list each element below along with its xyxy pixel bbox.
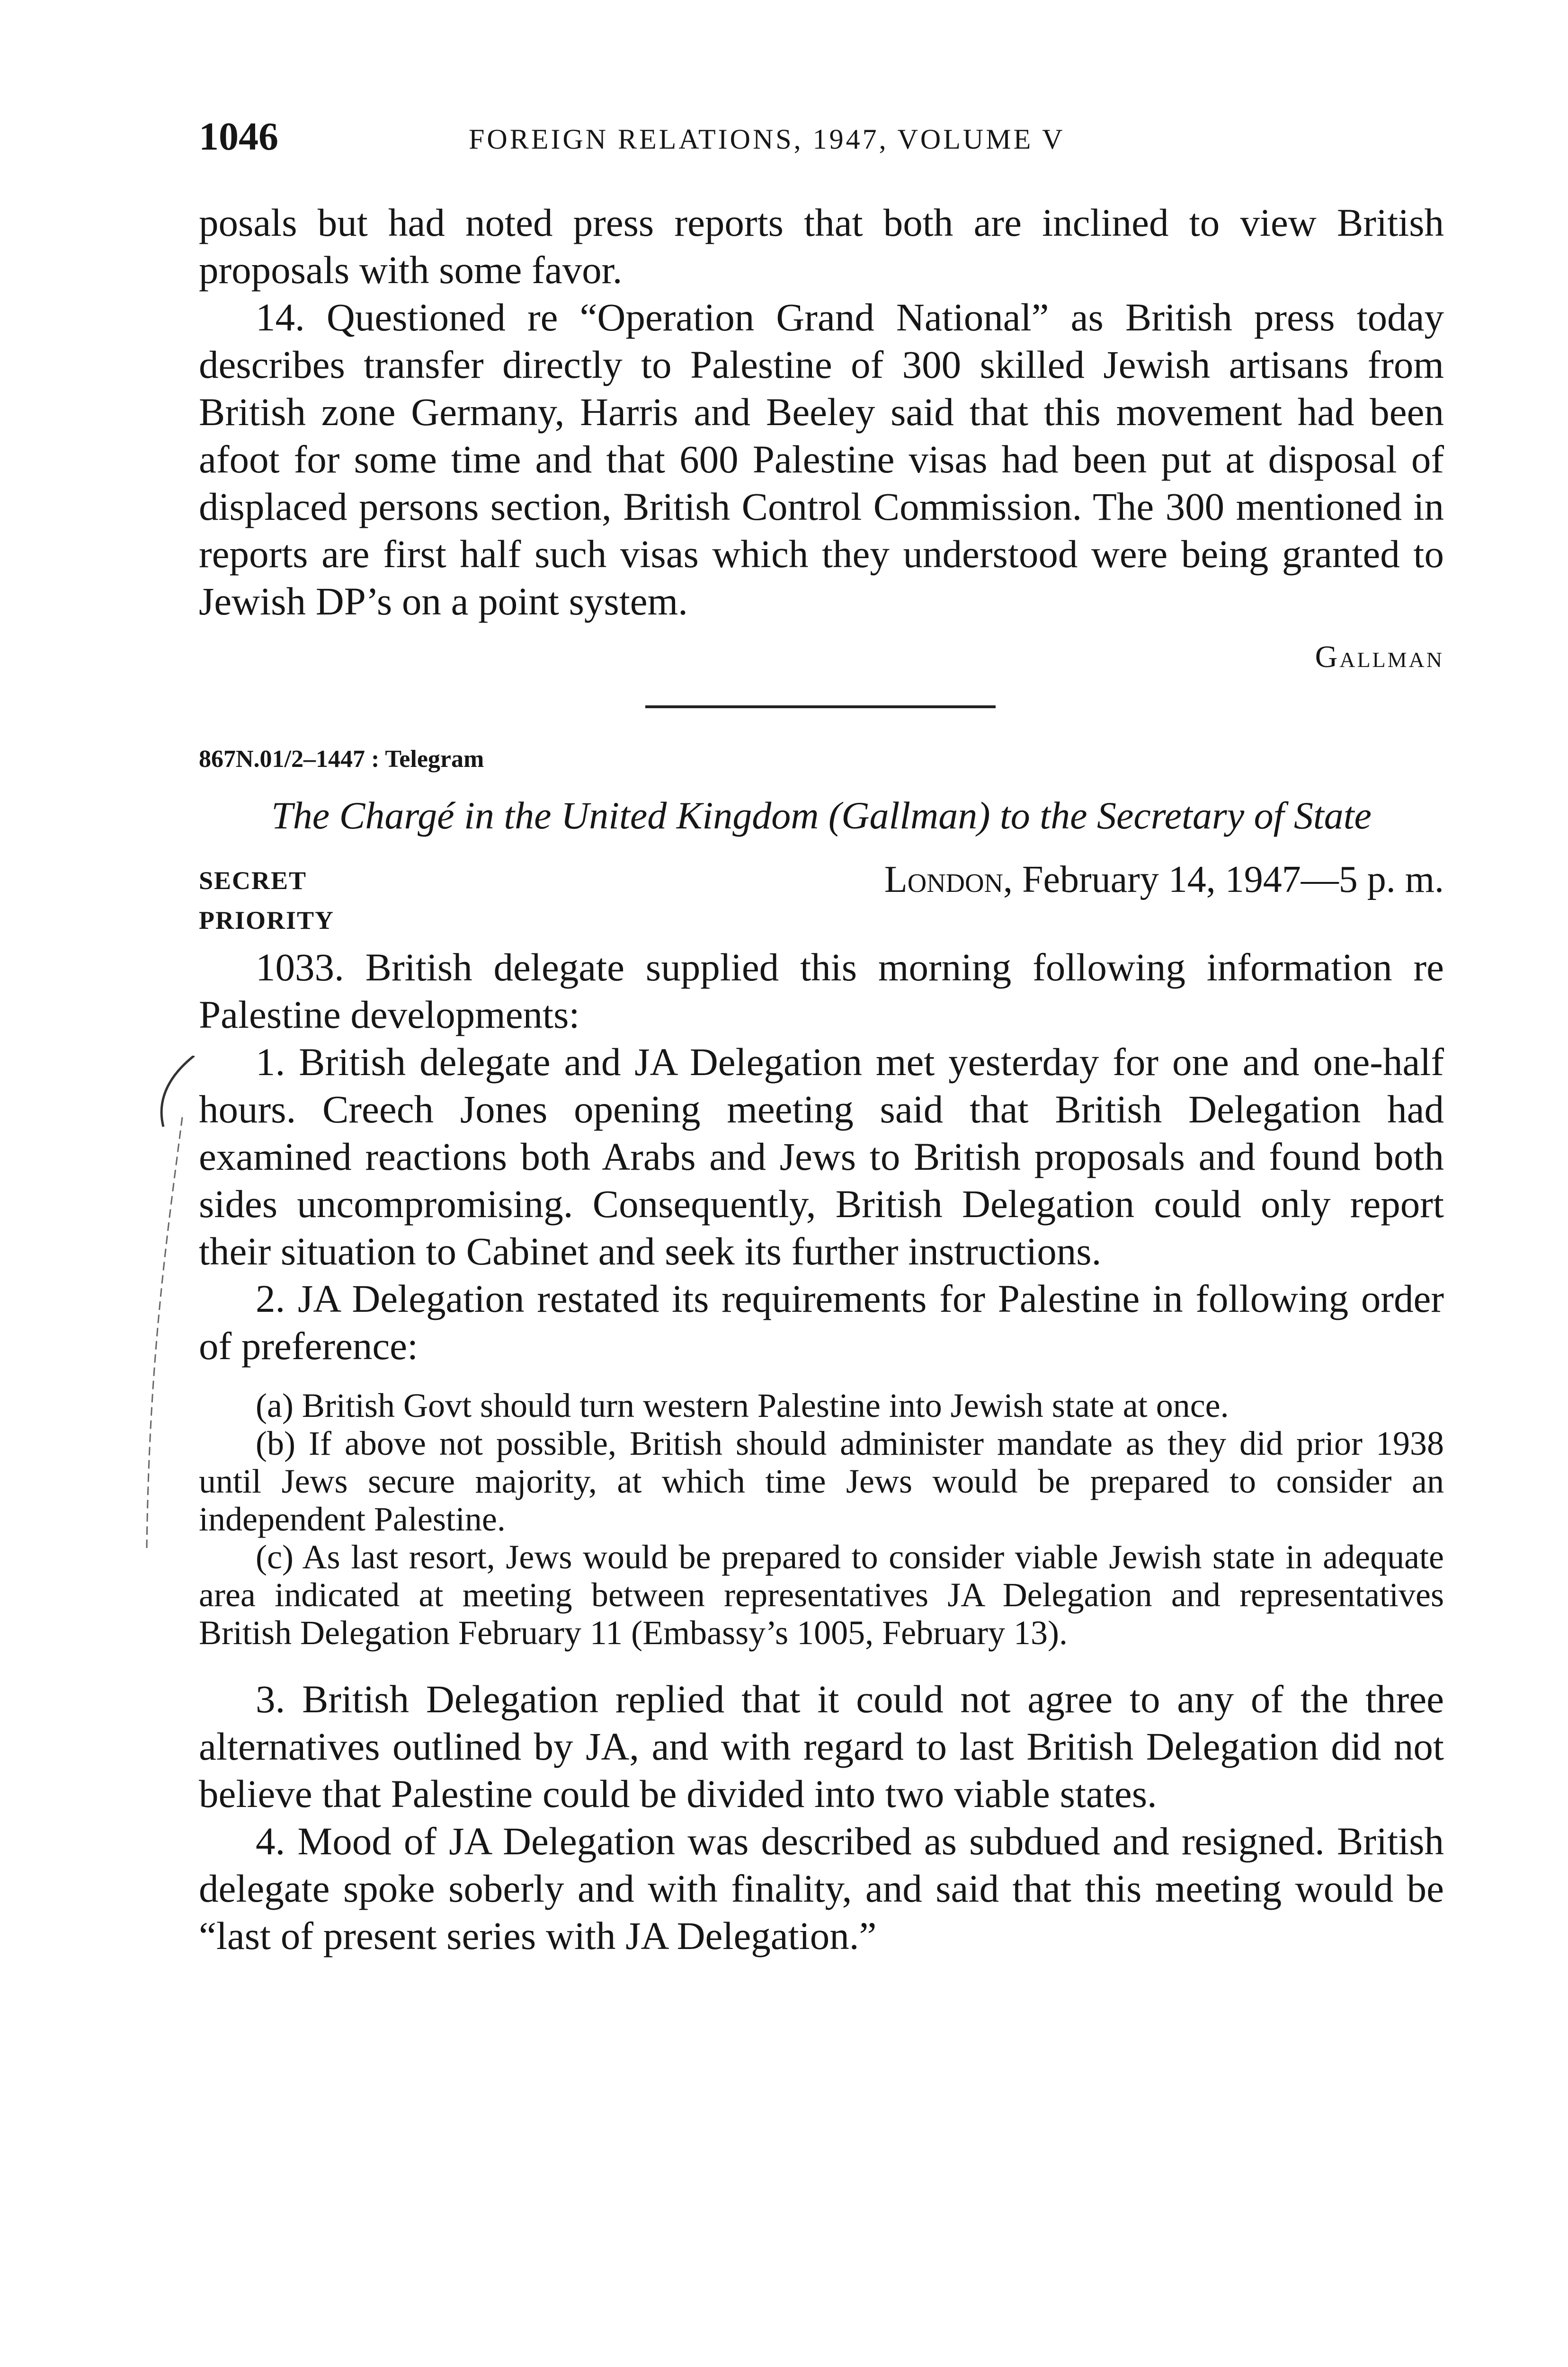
continuation-fragment: posals but had noted press reports that both are inclined to view British proposals with some favor.: [199, 201, 1444, 292]
opening-paragraph: 1033. British delegate supplied this morning following information re Palestine developments:: [199, 945, 1444, 1036]
paragraph-4: 4. Mood of JA Delegation was described as subdued and resigned. British delegate spoke soberly and with finality, and said that this meeting would be “last of present series with JA Delegation.”: [199, 1819, 1444, 1958]
paragraph-3: 3. British Delegation replied that it could not agree to any of the three alternatives outlined by JA, and with regard to last British Delegation did not believe that Palestine could be divided into two viable states.: [199, 1677, 1444, 1815]
section-divider: [645, 705, 996, 708]
paragraph-2: 2. JA Delegation restated its requirements for Palestine in following order of preference:: [199, 1277, 1444, 1368]
preference-a: (a) British Govt should turn western Palestine into Jewish state at once.: [256, 1387, 1229, 1424]
dateline-place: London: [884, 859, 1003, 900]
page-header: [199, 114, 1345, 166]
signature: Gallman: [1315, 640, 1444, 674]
classification: SECRET: [199, 866, 307, 895]
document-reference: 867N.01/2–1447 : Telegram: [199, 746, 484, 773]
running-head: FOREIGN RELATIONS, 1947, VOLUME V: [469, 124, 1065, 155]
document-title: The Chargé in the United Kingdom (Gallman) to the Secretary of State: [271, 794, 1372, 837]
margin-pencil-mark: [137, 1056, 204, 1553]
priority: PRIORITY: [199, 906, 335, 934]
paragraph-1: 1. British delegate and JA Delegation met yesterday for one and one-half hours. Creech Jones opening meeting said that British Delegation had examined reactions both Arabs and Jews to British proposals and found both sides uncompromising. Consequently, British Delegation could only report their situation to Cabinet and seek its further instructions.: [199, 1040, 1444, 1273]
page-number: 1046: [199, 115, 278, 159]
preference-c: (c) As last resort, Jews would be prepared to consider viable Jewish state in adequate area indicated at meeting between representatives JA Delegation and representatives British Delegation February 11 (Embassy’s 1005, February 13).: [199, 1538, 1444, 1652]
preference-b: (b) If above not possible, British should administer mandate as they did prior 1938 until Jews secure majority, at which time Jews would be prepared to consider an independent Palestine.: [199, 1424, 1444, 1538]
paragraph-14: 14. Questioned re “Operation Grand National” as British press today describes transfer directly to Palestine of 300 skilled Jewish artisans from British zone Germany, Harris and Beeley said that this movement had been afoot for some time and that 600 Palestine visas had been put at disposal of displaced persons section, British Control Commission. The 300 mentioned in reports are first half such visas which they understood were being granted to Jewish DP’s on a point system.: [199, 295, 1444, 623]
preference-list: [199, 1387, 1444, 1652]
page-body: [199, 199, 1444, 1959]
dateline-row: [199, 858, 1444, 906]
dateline-date: , February 14, 1947—5 p. m.: [1003, 859, 1444, 900]
dateline: [884, 858, 1444, 901]
